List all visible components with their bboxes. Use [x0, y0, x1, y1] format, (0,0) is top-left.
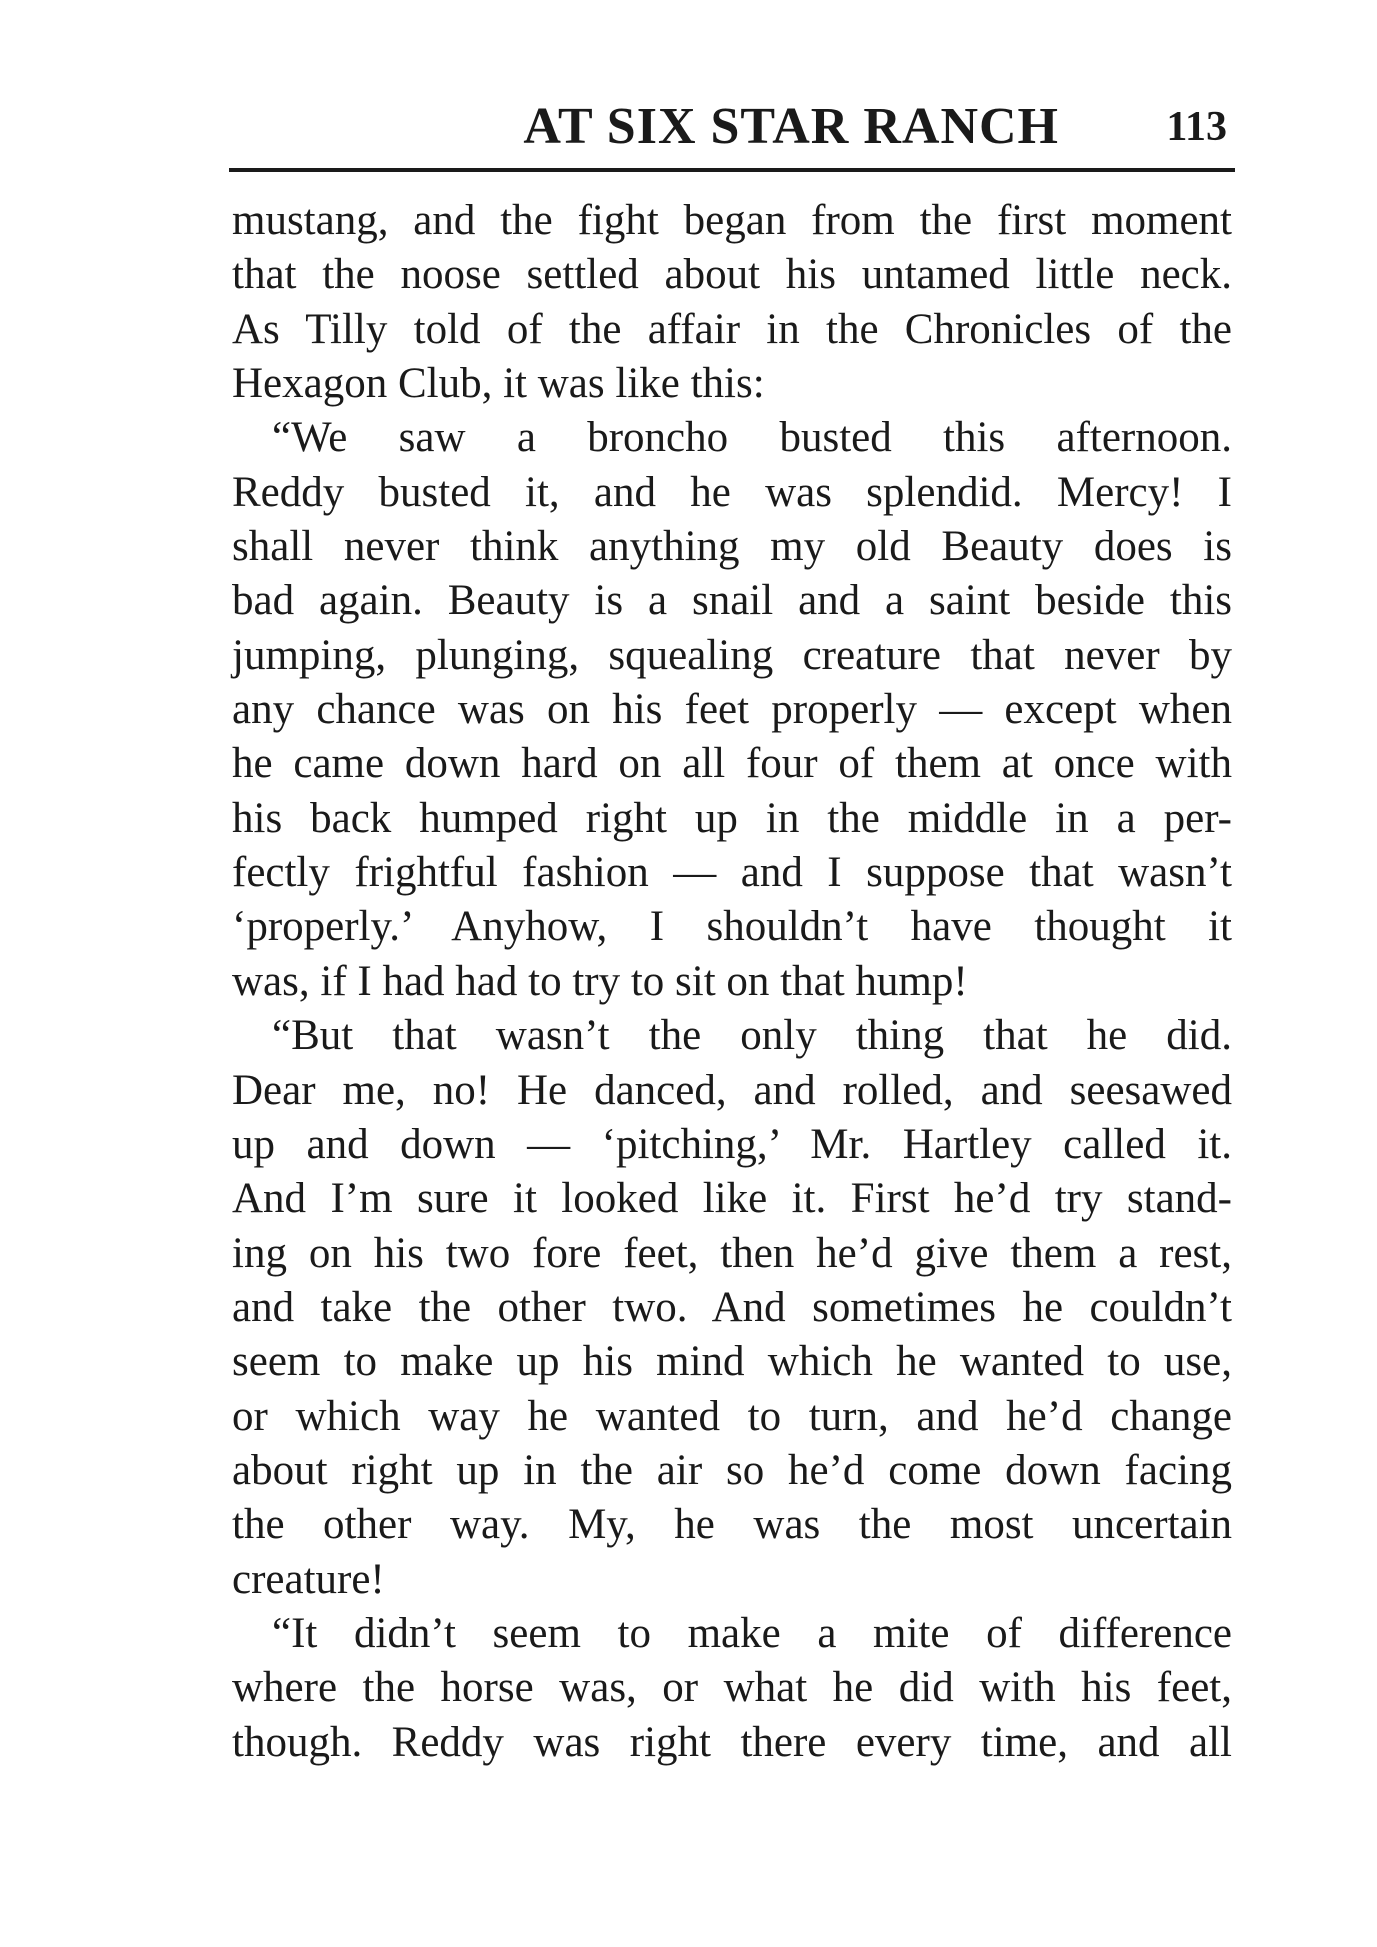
text-line: shall never think anything my old Beauty does is [232, 523, 1232, 571]
text-line: “But that wasn’t the only thing that he did. [272, 1012, 1232, 1060]
text-line: “It didn’t seem to make a mite of difference [272, 1609, 1232, 1657]
text-line: mustang, and the fight began from the first moment [232, 197, 1232, 244]
text-line: up and down — ‘pitching,’ Mr. Hartley called it. [232, 1120, 1232, 1168]
running-title: AT SIX STAR RANCH [523, 98, 1059, 155]
text-line: Reddy busted it, and he was splendid. Mercy! I [232, 468, 1232, 516]
text-line: And I’m sure it looked like it. First he’d try stand- [232, 1175, 1232, 1223]
text-line: the other way. My, he was the most uncertain [232, 1501, 1232, 1549]
text-line: jumping, plunging, squealing creature that never by [232, 631, 1232, 679]
text-line: was, if I had had to try to sit on that hump! [232, 957, 968, 1005]
text-line: or which way he wanted to turn, and he’d change [232, 1392, 1232, 1440]
text-line: “We saw a broncho busted this afternoon. [272, 414, 1232, 462]
running-head [229, 92, 1235, 162]
body-text [232, 194, 1232, 1770]
text-line: Dear me, no! He danced, and rolled, and seesawed [232, 1066, 1232, 1114]
text-line: Hexagon Club, it was like this: [232, 360, 765, 408]
text-line: seem to make up his mind which he wanted to use, [232, 1338, 1232, 1386]
text-line: ‘properly.’ Anyhow, I shouldn’t have thought it [232, 903, 1232, 951]
text-line: any chance was on his feet properly — except when [232, 686, 1232, 734]
text-line: though. Reddy was right there every time, and all [232, 1718, 1232, 1766]
text-line: he came down hard on all four of them at once with [232, 740, 1232, 788]
text-line: and take the other two. And sometimes he couldn’t [232, 1283, 1232, 1331]
text-line: that the noose settled about his untamed little neck. [232, 251, 1232, 299]
text-line: As Tilly told of the affair in the Chronicles of the [232, 305, 1232, 353]
text-line: fectly frightful fashion — and I suppose that wasn’t [232, 849, 1232, 897]
text-line: where the horse was, or what he did with his feet, [232, 1664, 1232, 1712]
text-line: creature! [232, 1555, 385, 1603]
header-rule [229, 168, 1235, 172]
text-line: bad again. Beauty is a snail and a saint beside this [232, 577, 1232, 625]
text-line: his back humped right up in the middle in a per- [232, 794, 1232, 842]
page-number: 113 [1166, 104, 1227, 150]
text-line: about right up in the air so he’d come down facing [232, 1446, 1232, 1494]
text-line: ing on his two fore feet, then he’d give them a rest, [232, 1229, 1232, 1277]
